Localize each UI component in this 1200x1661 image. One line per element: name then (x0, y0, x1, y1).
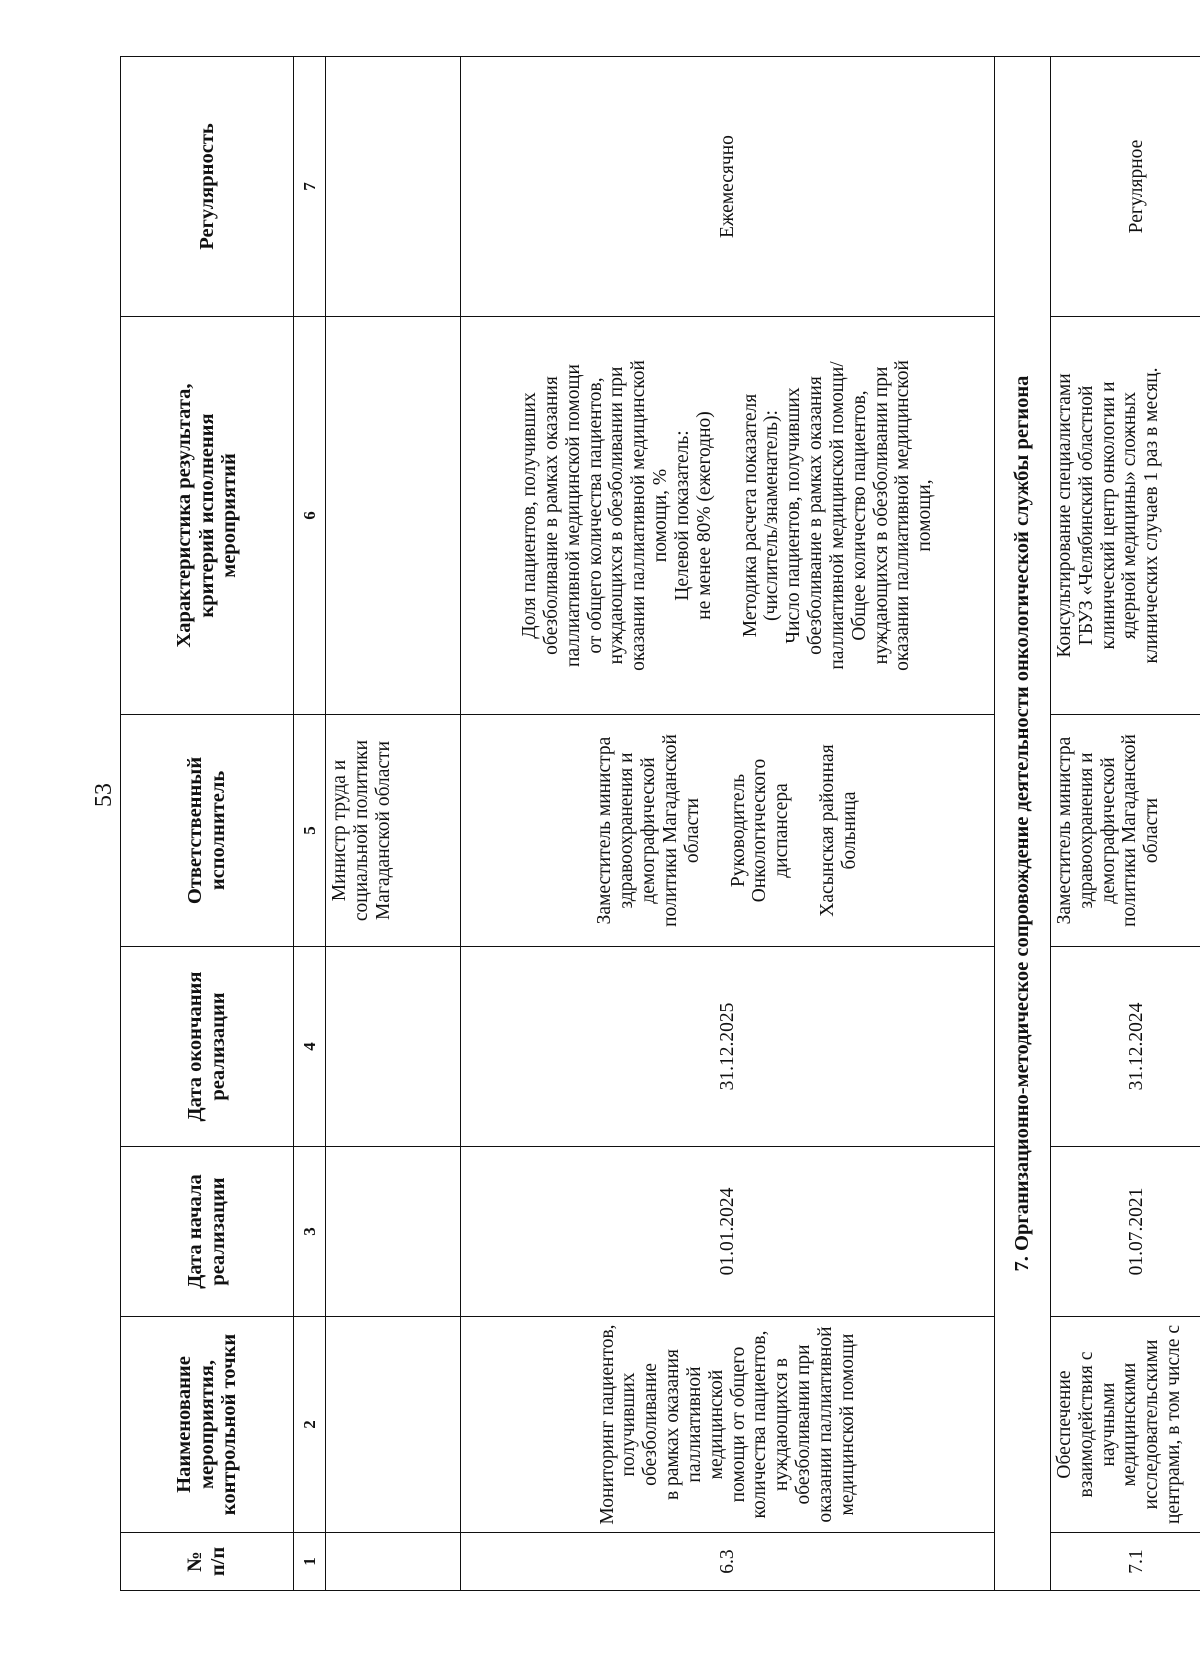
executor-district-hospital: Хасынская районная больница (817, 744, 860, 917)
page-number: 53 (91, 783, 117, 807)
empty-cell (325, 1317, 461, 1533)
empty-cell (325, 317, 461, 715)
column-number: 2 (293, 1317, 325, 1533)
start-date: 01.01.2024 (461, 1147, 994, 1317)
table-row-7-1 (1050, 57, 1200, 1591)
end-date: 31.12.2024 (1050, 947, 1200, 1147)
result-cell: Консультирование специалистами ГБУЗ «Челябинский областной клинический центр онкологии и ядерной медицины» сложных клинических случаев 1 раз в месяц. (1050, 317, 1200, 715)
table-header-row (121, 57, 294, 1591)
column-number: 4 (293, 947, 325, 1147)
empty-cell (325, 1147, 461, 1317)
regularity: Ежемесячно (461, 57, 994, 317)
start-date: 01.07.2021 (1050, 1147, 1200, 1317)
activities-table (120, 56, 1200, 1591)
header-start-date: Дата начала реализации (121, 1147, 294, 1317)
activity-name: Обеспечение взаимодействия с научными медицинскими исследовательскими центрами, в том числе с (1050, 1317, 1200, 1533)
section-title: 7. Организационно-методическое сопровождение деятельности онкологической службы региона (994, 57, 1050, 1591)
column-number: 3 (293, 1147, 325, 1317)
end-date: 31.12.2025 (461, 947, 994, 1147)
section-heading-row (994, 57, 1050, 1591)
header-end-date: Дата окончания реализации (121, 947, 294, 1147)
empty-cell (325, 947, 461, 1147)
executor-cell: Министр труда и социальной политики Магаданской области (325, 715, 461, 947)
header-number: № п/п (121, 1533, 294, 1591)
executor-cell: Заместитель министра здравоохранения и демографической политики Магаданской области (1050, 715, 1200, 947)
result-target: Целевой показатель: не менее 80% (ежегодно) (671, 411, 715, 620)
header-result: Характеристика результата, критерий исполнения мероприятий (121, 317, 294, 715)
column-number: 6 (293, 317, 325, 715)
column-number: 1 (293, 1533, 325, 1591)
executor-deputy-minister: Заместитель министра здравоохранения и демографической политики Магаданской области (594, 734, 703, 927)
table-row-6-3 (461, 57, 994, 1591)
rotated-table-wrapper (120, 57, 1200, 1591)
result-method: Методика расчета показателя (числитель/знаменатель): Число пациентов, получивших обезболивание в рамках оказания паллиативной медицинской помощи/ Общее количество пациентов, нуждающихся в обезболивании при оказании паллиативной медицинской помощи, (739, 360, 936, 671)
regularity: Регулярное (1050, 57, 1200, 317)
result-cell (461, 317, 994, 715)
column-number: 7 (293, 57, 325, 317)
column-number: 5 (293, 715, 325, 947)
executor-oncology-head: Руководитель Онкологического диспансера (727, 758, 793, 903)
activity-name: Мониторинг пациентов, получивших обезболивание в рамках оказания паллиативной медицинской помощи от общего количества пациентов, нуждающихся в обезболивании при оказании паллиативной медицинской помощи (461, 1317, 994, 1533)
header-activity-name: Наименование мероприятия, контрольной точки (121, 1317, 294, 1533)
empty-cell (325, 57, 461, 317)
table-row-continued (325, 57, 461, 1591)
header-regularity: Регулярность (121, 57, 294, 317)
rotated-page-content (120, 57, 1200, 1591)
row-number: 7.1 (1050, 1533, 1200, 1591)
column-numbers-row (293, 57, 325, 1591)
result-indicator: Доля пациентов, получивших обезболивание в рамках оказания паллиативной медицинской помощи от общего количества пациентов, нуждающихся в обезболивании при оказании паллиативной медицинской помощи, % (519, 360, 672, 671)
empty-cell (325, 1533, 461, 1591)
row-number: 6.3 (461, 1533, 994, 1591)
header-executor: Ответственный исполнитель (121, 715, 294, 947)
executor-cell (461, 715, 994, 947)
